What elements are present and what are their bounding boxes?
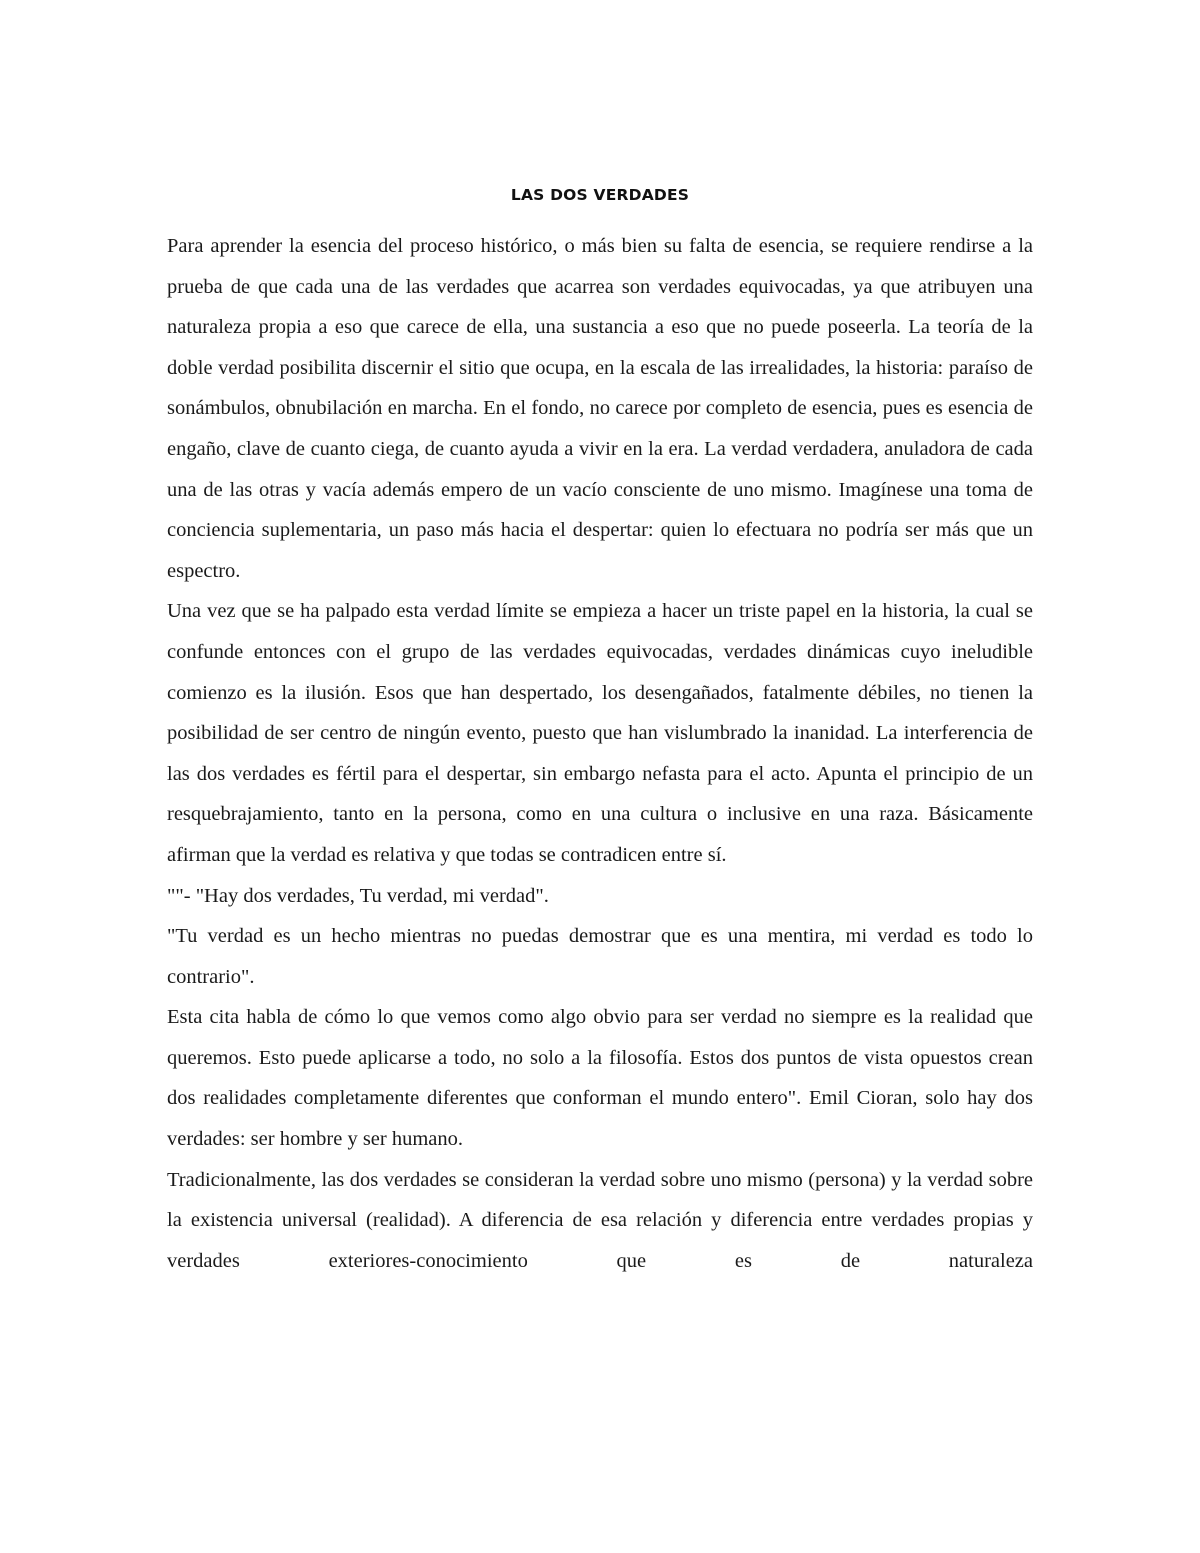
- quote-line-1: ""- "Hay dos verdades, Tu verdad, mi verdad".: [167, 884, 549, 907]
- paragraph-4: Tradicionalmente, las dos verdades se consideran la verdad sobre uno mismo (persona) y la verdad sobre la existencia universal (realidad). A diferencia de esa relación y diferencia entre verdades propias y verdades exteriores-conocimiento que es de naturaleza: [167, 1168, 1033, 1272]
- document-title: LAS DOS VERDADES: [510, 186, 690, 204]
- paragraph-2: Una vez que se ha palpado esta verdad límite se empieza a hacer un triste papel en la historia, la cual se confunde entonces con el grupo de las verdades equivocadas, verdades dinámicas cuyo ineludible comienzo es la ilusión. Esos que han despertado, los desengañados, fatalmente débiles, no tienen la posibilidad de ser centro de ningún evento, puesto que han vislumbrado la inanidad. La interferencia de las dos verdades es fértil para el despertar, sin embargo nefasta para el acto. Apunta el principio de un resquebrajamiento, tanto en la persona, como en una cultura o inclusive en una raza. Básicamente afirman que la verdad es relativa y que todas se contradicen entre sí.: [167, 600, 1033, 866]
- paragraph-1: Para aprender la esencia del proceso histórico, o más bien su falta de esencia, se requiere rendirse a la prueba de que cada una de las verdades que acarrea son verdades equivocadas, ya que atribuyen una naturaleza propia a eso que carece de ella, una sustancia a eso que no puede poseerla. La teoría de la doble verdad posibilita discernir el sitio que ocupa, en la escala de las irrealidades, la historia: paraíso de sonámbulos, obnubilación en marcha. En el fondo, no carece por completo de esencia, pues es esencia de engaño, clave de cuanto ciega, de cuanto ayuda a vivir en la era. La verdad verdadera, anuladora de cada una de las otras y vacía además empero de un vacío consciente de uno mismo. Imagínese una toma de conciencia suplementaria, un paso más hacia el despertar: quien lo efectuara no podría ser más que un espectro.: [167, 235, 1033, 582]
- document-body: [167, 226, 1033, 1281]
- quote-line-2: "Tu verdad es un hecho mientras no puedas demostrar que es una mentira, mi verdad es todo lo contrario".: [167, 925, 1033, 988]
- paragraph-3: Esta cita habla de cómo lo que vemos como algo obvio para ser verdad no siempre es la realidad que queremos. Esto puede aplicarse a todo, no solo a la filosofía. Estos dos puntos de vista opuestos crean dos realidades completamente diferentes que conforman el mundo entero". Emil Cioran, solo hay dos verdades: ser hombre y ser humano.: [167, 1006, 1033, 1151]
